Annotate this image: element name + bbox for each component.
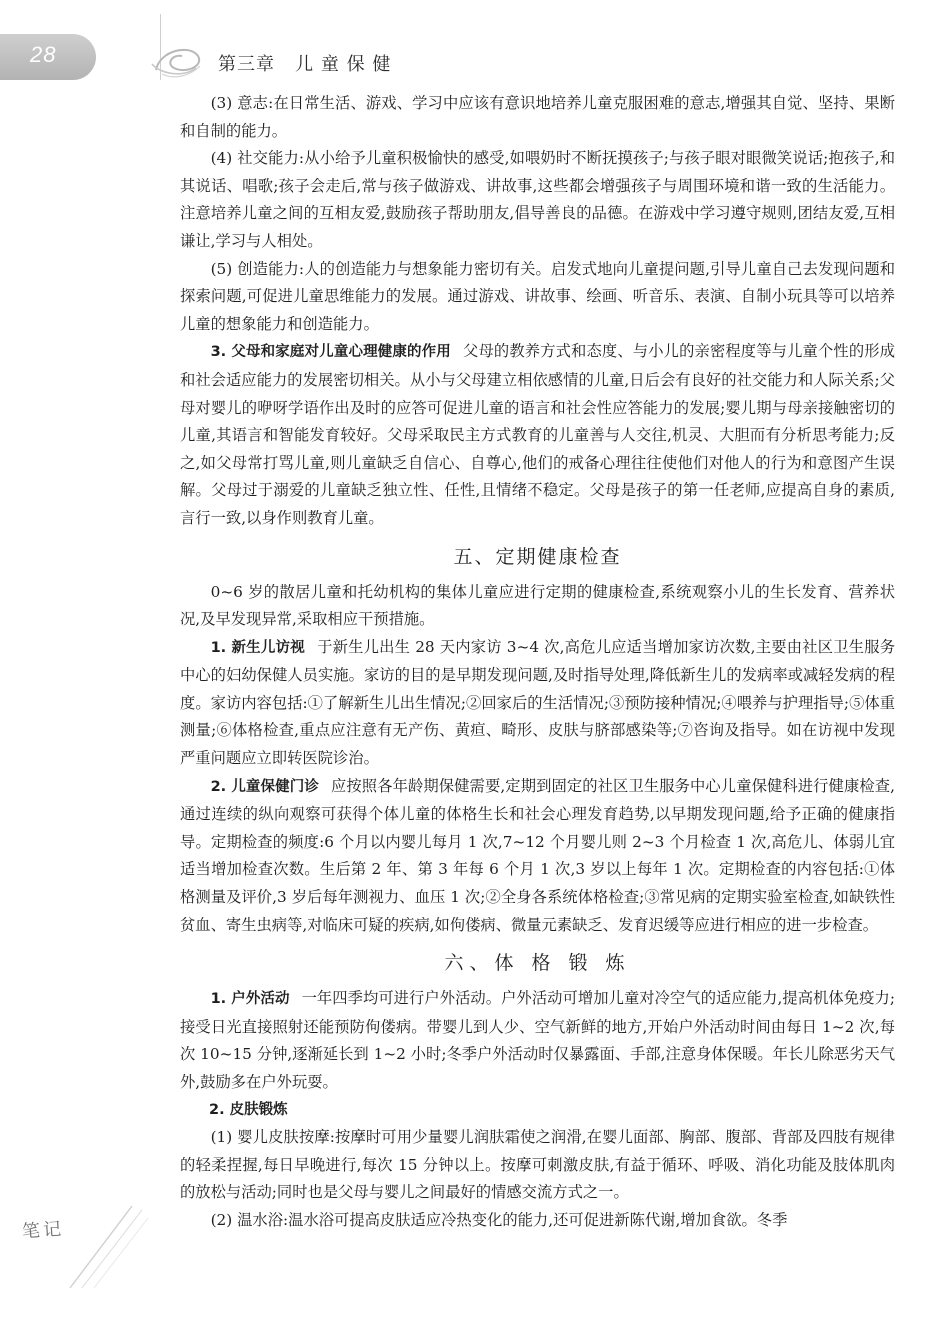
section-heading-exercise: 六、体 格 锻 炼	[444, 952, 631, 975]
paragraph-warm-bath: (2) 温水浴:温水浴可提高皮肤适应冷热变化的能力,还可促进新陈代谢,增加食欲。冬季	[210, 1210, 788, 1229]
section-heading-checkups: 五、定期健康检查	[453, 545, 622, 568]
paragraph-will: (3) 意志:在日常生活、游戏、学习中应该有意识地培养儿童克服困难的意志,增强其自觉、坚持、果断和自制的能力。	[180, 94, 895, 140]
skin-exercise-heading: 2. 皮肤锻炼	[209, 1101, 288, 1118]
page-body	[180, 90, 895, 1235]
outdoor-lead: 1. 户外活动	[210, 991, 290, 1008]
parents-text: 父母的教养方式和态度、与小儿的亲密程度等与儿童个性的形成和社会适应能力的发展密切相关。从小与父母建立相依感情的儿童,日后会有良好的社交能力和人际关系;父母对婴儿的咿呀学语作出及时的应答可促进儿童的语言和社会性应答能力的发展;婴儿期与母亲接触密切的儿童,其语言和智能发育较好。父母采取民主方式教育的儿童善与人交往,机灵、大胆而有分析思考能力;反之,如父母常打骂儿童,则儿童缺乏自信心、自尊心,他们的戒备心理往往使他们对他人的行为和意图产生误解。父母过于溺爱的儿童缺乏独立性、任性,且情绪不稳定。父母是孩子的第一任老师,应提高自身的素质,言行一致,以身作则教育儿童。	[180, 342, 895, 527]
newborn-visit-text: 于新生儿出生 28 天内家访 3~4 次,高危儿应适当增加家访次数,主要由社区卫生服务中心的妇幼保健人员实施。家访的目的是早期发现问题,及时指导处理,降低新生儿的发病率或减轻发病的程度。家访内容包括:①了解新生儿出生情况;②回家后的生活情况;③预防接种情况;④喂养与护理指导;⑤体重测量;⑥体格检查,重点应注意有无产伤、黄疸、畸形、皮肤与脐部感染等;⑦咨询及指导。如在访视中发现严重问题应立即转医院诊治。	[180, 637, 895, 768]
paragraph-creativity: (5) 创造能力:人的创造能力与想象能力密切有关。启发式地向儿童提问题,引导儿童自己去发现问题和探索问题,可促进儿童思维能力的发展。通过游戏、讲故事、绘画、听音乐、表演、自制小玩具等可以培养儿童的想象能力和创造能力。	[180, 259, 895, 333]
child-clinic-text: 应按照各年龄期保健需要,定期到固定的社区卫生服务中心儿童保健科进行健康检查,通过连续的纵向观察可获得个体儿童的体格生长和社会心理发育趋势,以早期发现问题,给予正确的健康指导。定期检查的频度:6 个月以内婴儿每月 1 次,7~12 个月婴儿则 2~3 个月检查 1 次,高危儿、体弱儿宜适当增加检查次数。生后第 2 年、第 3 年每 6 个月 1 次,3 岁以上每年 1 次。定期检查的内容包括:①体格测量及评价,3 岁后每年测视力、血压 1 次;②全身各系统体格检查;③常见病的定期实验室检查,如缺铁性贫血、寄生虫病等,对临床可疑的疾病,如佝偻病、微量元素缺乏、发育迟缓等应进行相应的进一步检查。	[180, 776, 895, 934]
page-number: 28	[30, 42, 57, 67]
paragraph-parents	[180, 338, 895, 532]
chapter-title: 第三章 儿 童 保 健	[218, 54, 392, 75]
child-clinic-lead: 2. 儿童保健门诊	[210, 778, 319, 795]
paragraph-newborn-visit	[180, 634, 895, 773]
outdoor-text: 一年四季均可进行户外活动。户外活动可增加儿童对冷空气的适应能力,提高机体免疫力;接受日光直接照射还能预防佝偻病。带婴儿到人少、空气新鲜的地方,开始户外活动时间由每日 1~2 次,每次 10~15 分钟,逐渐延长到 1~2 小时;冬季户外活动时仅暴露面、手部,注意身体保暖。年长儿除恶劣天气外,鼓励多在户外玩耍。	[180, 989, 895, 1091]
paragraph-checkups-intro: 0~6 岁的散居儿童和托幼机构的集体儿童应进行定期的健康检查,系统观察小儿的生长发育、营养状况,及早发现异常,采取相应干预措施。	[180, 582, 895, 629]
paragraph-social: (4) 社交能力:从小给予儿童积极愉快的感受,如喂奶时不断抚摸孩子;与孩子眼对眼微笑说话;抱孩子,和其说话、唱歌;孩子会走后,常与孩子做游戏、讲故事,这些都会增强孩子与周围环境和谐一致的生活能力。注意培养儿童之间的互相友爱,鼓励孩子帮助朋友,倡导善良的品德。在游戏中学习遵守规则,团结友爱,互相谦让,学习与人相处。	[180, 149, 895, 250]
paragraph-child-clinic	[180, 773, 895, 940]
parents-lead: 3. 父母和家庭对儿童心理健康的作用	[210, 344, 451, 361]
swirl-decoration-icon	[150, 40, 204, 80]
newborn-visit-lead: 1. 新生儿访视	[210, 639, 305, 656]
margin-note-label: 笔记	[21, 1218, 65, 1243]
notes-lines-icon	[60, 1200, 150, 1290]
paragraph-massage: (1) 婴儿皮肤按摩:按摩时可用少量婴儿润肤霜使之润滑,在婴儿面部、胸部、腹部、背部及四肢有规律的轻柔捏握,每日早晚进行,每次 15 分钟以上。按摩可刺激皮肤,有益于循环、呼吸、消化功能及肢体肌肉的放松与活动;同时也是父母与婴儿之间最好的情感交流方式之一。	[180, 1128, 895, 1202]
paragraph-outdoor	[180, 985, 895, 1096]
